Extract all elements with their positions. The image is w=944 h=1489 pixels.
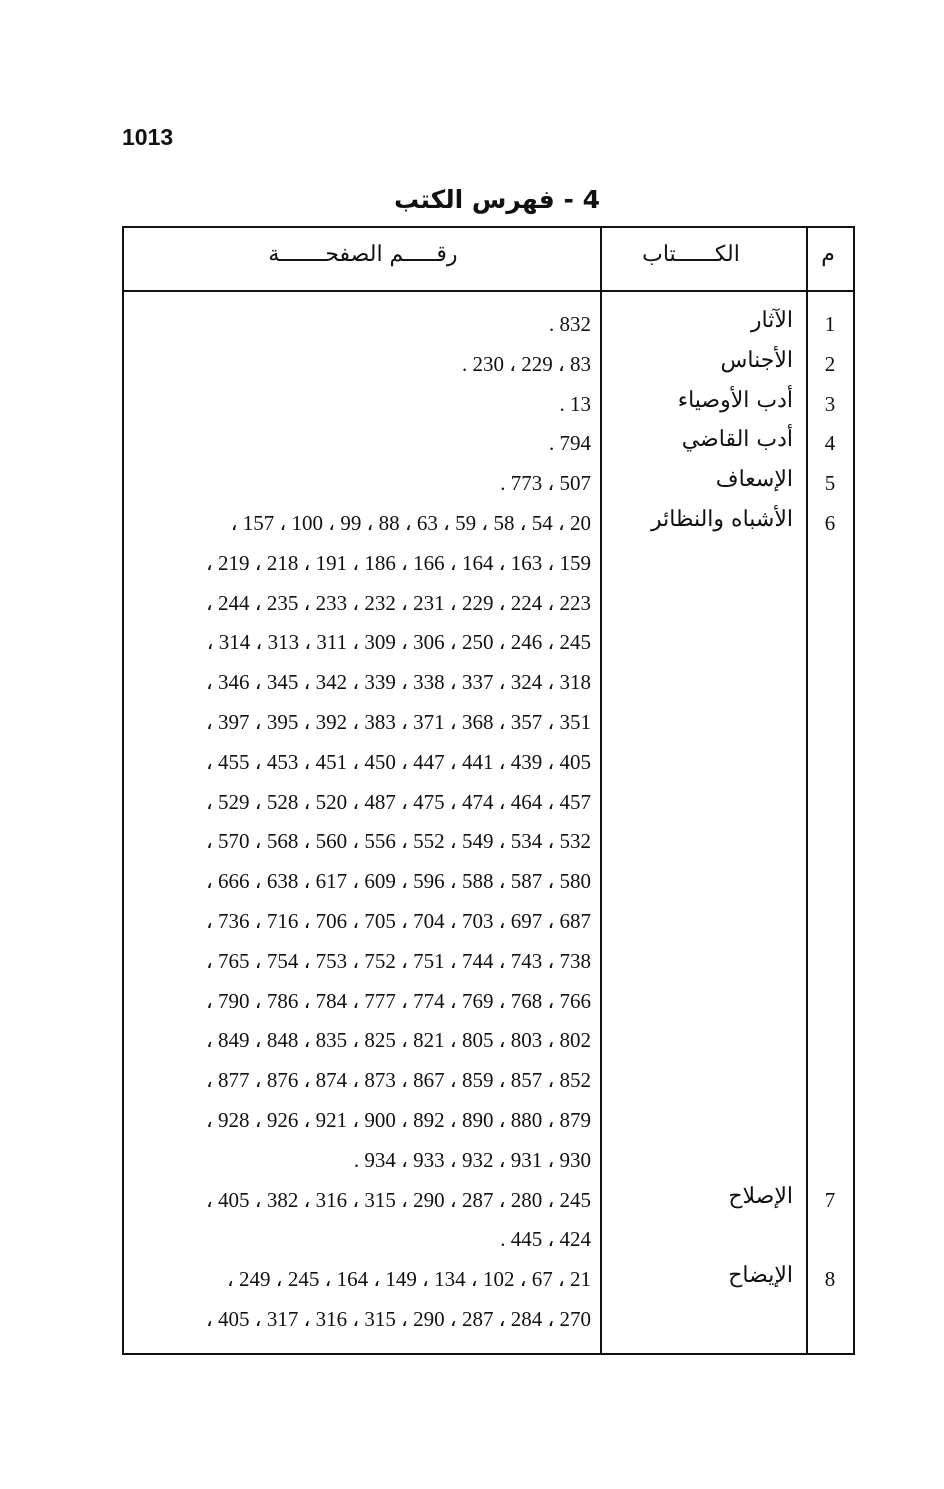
table-row (124, 823, 853, 863)
page-references: 245 ، 280 ، 287 ، 290 ، 315 ، 316 ، 382 ، 405 ، (206, 1187, 591, 1212)
row-number: 7 (824, 1187, 836, 1212)
page-references: 832 . (549, 312, 591, 336)
page-references: 687 ، 697 ، 703 ، 704 ، 705 ، 706 ، 716 ، 736 ، (206, 908, 591, 933)
row-number: 5 (824, 471, 836, 496)
page-references: 13 . (559, 391, 591, 416)
page-references: 424 ، 445 . (500, 1227, 591, 1252)
table-body (124, 306, 853, 1341)
table-row (124, 1182, 853, 1222)
page-references: 83 ، 229 ، 230 . (461, 351, 591, 376)
table-row (124, 465, 853, 505)
page-references: 802 ، 803 ، 805 ، 821 ، 825 ، 835 ، 848 ، 849 ، (206, 1028, 591, 1053)
page-references: 405 ، 439 ، 441 ، 447 ، 450 ، 451 ، 453 ، 455 ، (206, 749, 591, 774)
table-row (124, 585, 853, 625)
row-number: 4 (824, 431, 836, 456)
page-references: 930 ، 931 ، 932 ، 933 ، 934 . (353, 1147, 591, 1172)
page-references: 879 ، 880 ، 890 ، 892 ، 900 ، 921 ، 926 ، 928 ، (206, 1107, 591, 1132)
book-title: أدب الأوصياء (677, 387, 793, 413)
row-number: 3 (824, 391, 836, 416)
table-row (124, 386, 853, 426)
page-references: 21 ، 67 ، 102 ، 134 ، 149 ، 164 ، 245 ، 249 ، (227, 1267, 591, 1292)
header-pages: رقـــــم الصفحـــــــة (268, 242, 458, 267)
page-references: 159 ، 163 ، 164 ، 166 ، 186 ، 191 ، 218 ، 219 ، (206, 550, 591, 575)
page-references: 223 ، 224 ، 229 ، 231 ، 232 ، 233 ، 235 ، 244 ، (206, 590, 591, 615)
table-row (124, 545, 853, 585)
page-references: 794 . (549, 431, 591, 456)
page-references: 532 ، 534 ، 549 ، 552 ، 556 ، 560 ، 568 ، 570 ، (206, 829, 591, 854)
table-row (124, 1102, 853, 1142)
table-row (124, 1142, 853, 1182)
page-references: 507 ، 773 . (500, 471, 591, 496)
table-row (124, 505, 853, 545)
book-title: الإسعاف (715, 467, 793, 493)
table-row (124, 624, 853, 664)
table-row (124, 863, 853, 903)
header-book: الكــــــتاب (642, 242, 740, 267)
book-title: الإصلاح (728, 1183, 793, 1209)
page-references: 245 ، 246 ، 250 ، 306 ، 309 ، 311 ، 313 ، 314 ، (206, 630, 591, 655)
page-references: 318 ، 324 ، 337 ، 338 ، 339 ، 342 ، 345 ، 346 ، (206, 670, 591, 695)
page-references: 738 ، 743 ، 744 ، 751 ، 752 ، 753 ، 754 ، 765 ، (206, 948, 591, 973)
table-row (124, 943, 853, 983)
table-row (124, 784, 853, 824)
page-references: 852 ، 857 ، 859 ، 867 ، 873 ، 874 ، 876 ، 877 ، (206, 1068, 591, 1093)
header-number: م (821, 242, 835, 267)
header-divider (124, 290, 853, 292)
table-row (124, 1301, 853, 1341)
page-references: 766 ، 768 ، 769 ، 774 ، 777 ، 784 ، 786 ، 790 ، (206, 988, 591, 1013)
table-row (124, 664, 853, 704)
row-number: 6 (824, 510, 836, 535)
table-row (124, 1261, 853, 1301)
table-row (124, 1062, 853, 1102)
row-number: 2 (824, 351, 836, 376)
table-row (124, 306, 853, 346)
page-references: 270 ، 284 ، 287 ، 290 ، 315 ، 316 ، 317 ، 405 ، (206, 1306, 591, 1331)
page-references: 20 ، 54 ، 58 ، 59 ، 63 ، 88 ، 99 ، 100 ، 157 ، (230, 510, 591, 535)
page-references: 580 ، 587 ، 588 ، 596 ، 609 ، 617 ، 638 ، 666 ، (206, 869, 591, 894)
table-row (124, 346, 853, 386)
table-row (124, 704, 853, 744)
book-title: الأشباه والنظائر (650, 506, 793, 532)
table-row (124, 1221, 853, 1261)
row-number: 1 (824, 312, 836, 336)
table-row (124, 744, 853, 784)
row-number: 8 (824, 1267, 836, 1292)
page-references: 351 ، 357 ، 368 ، 371 ، 383 ، 392 ، 395 ، 397 ، (206, 709, 591, 734)
table-row (124, 1022, 853, 1062)
section-heading: 4 - فهرس الكتب (394, 185, 600, 214)
page-number: 1013 (122, 124, 174, 150)
table-row (124, 425, 853, 465)
table-row (124, 983, 853, 1023)
book-title: الآثار (750, 308, 793, 333)
page-references: 457 ، 464 ، 474 ، 475 ، 487 ، 520 ، 528 ، 529 ، (206, 789, 591, 814)
book-title: الأجناس (720, 347, 793, 373)
book-title: الإيضاح (728, 1263, 793, 1289)
books-index-table (122, 226, 855, 1355)
table-row (124, 903, 853, 943)
book-title: أدب القاضي (681, 427, 793, 453)
